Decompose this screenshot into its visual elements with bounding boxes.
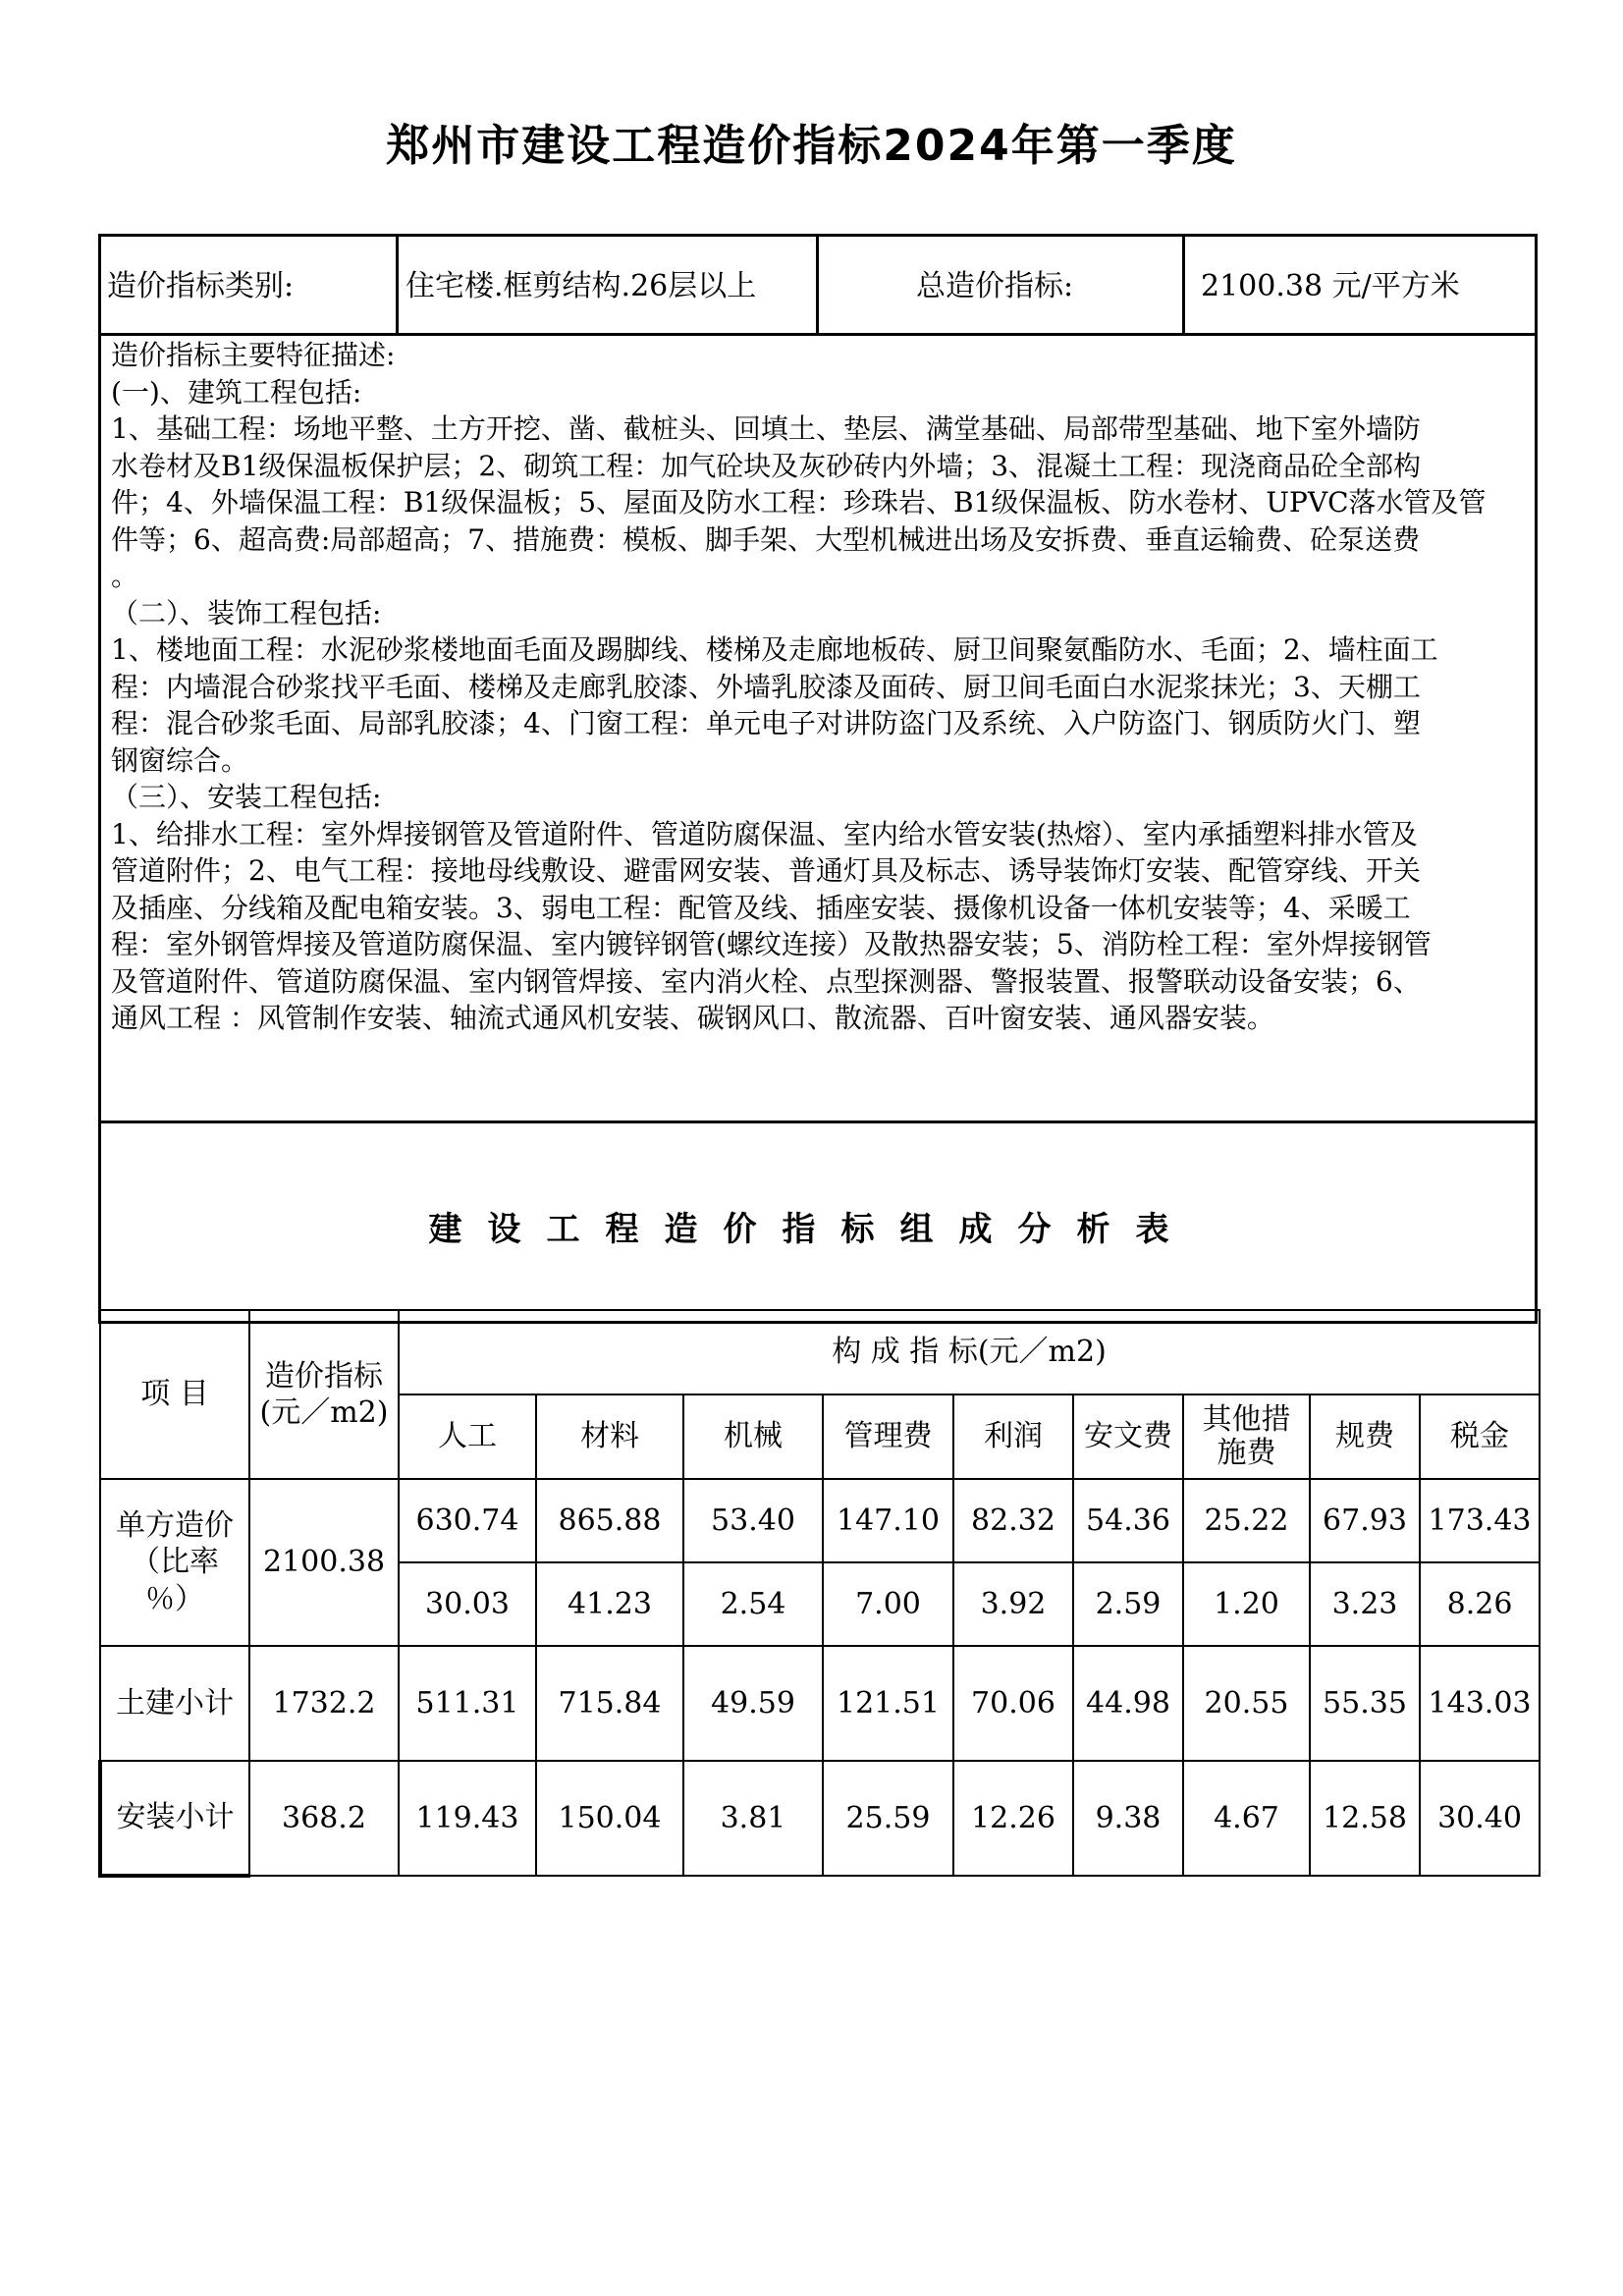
page-title: 郑州市建设工程造价指标2024年第一季度 [386, 121, 1237, 171]
row-civil-total: 1732.2 [249, 1646, 399, 1761]
cell: 630.74 [399, 1479, 536, 1562]
feature-description [111, 337, 1535, 1037]
header-index [249, 1310, 399, 1479]
total-label: 总造价指标: [916, 269, 1074, 303]
cell: 25.22 [1183, 1479, 1310, 1562]
cell: 3.23 [1310, 1562, 1420, 1646]
desc-line: 。 [111, 560, 139, 592]
cell: 70.06 [953, 1646, 1073, 1761]
row-label-line: 单方造价 [116, 1507, 234, 1543]
divider [396, 237, 399, 333]
total-value: 2100.38 元/平方米 [1201, 269, 1460, 303]
cell: 49.59 [683, 1646, 823, 1761]
desc-line: 及管道附件、管道防腐保温、室内钢管焊接、室内消火栓、点型探测器、警报装置、报警联动设备安装；6、 [111, 964, 1421, 998]
row-label-line: ％） [145, 1581, 204, 1616]
analysis-table-title: 建设工程造价指标组成分析表 [428, 1210, 1195, 1249]
header-index-line: 造价指标 [265, 1358, 383, 1394]
desc-line: 程：内墙混合砂浆找平毛面、楼梯及走廊乳胶漆、外墙乳胶漆及面砖、厨卫间毛面白水泥浆抹光；3、天棚工 [111, 670, 1421, 703]
header-labor: 人工 [399, 1394, 536, 1479]
cell: 7.00 [823, 1562, 953, 1646]
desc-line: 及插座、分线箱及配电箱安装。3、弱电工程：配管及线、插座安装、摄像机设备一体机安装等；4、采暖工 [111, 891, 1411, 924]
cell: 12.26 [953, 1761, 1073, 1876]
row-civil-label: 土建小计 [100, 1646, 249, 1761]
index-frame [98, 234, 1538, 1324]
desc-line: (一)、建筑工程包括: [111, 375, 362, 409]
desc-line: 程：室外钢管焊接及管道防腐保温、室内镀锌钢管(螺纹连接）及散热器安装；5、消防栓工程：室外焊接钢管 [111, 928, 1432, 960]
cell: 55.35 [1310, 1646, 1420, 1761]
cell: 25.59 [823, 1761, 953, 1876]
desc-line: 1、基础工程：场地平整、土方开挖、凿、截桩头、回填土、垫层、满堂基础、局部带型基础、地下室外墙防 [111, 412, 1421, 445]
header-fee: 规费 [1310, 1394, 1420, 1479]
cell: 82.32 [953, 1479, 1073, 1562]
cell: 173.43 [1420, 1479, 1540, 1562]
cell: 2.54 [683, 1562, 823, 1646]
cell: 54.36 [1073, 1479, 1183, 1562]
desc-line: 件；4、外墙保温工程：B1级保温板；5、屋面及防水工程：珍珠岩、B1级保温板、防水卷材、UPVC落水管及管 [111, 486, 1487, 519]
cell: 44.98 [1073, 1646, 1183, 1761]
category-label: 造价指标类别: [107, 269, 295, 303]
cell: 41.23 [536, 1562, 683, 1646]
row-install-label: 安装小计 [100, 1761, 249, 1876]
cell: 143.03 [1420, 1646, 1540, 1761]
desc-line: 钢窗综合。 [111, 743, 249, 777]
header-index-unit: (元／m2) [259, 1395, 389, 1430]
row-label-line: （比率 [131, 1545, 219, 1580]
cell: 865.88 [536, 1479, 683, 1562]
cell: 119.43 [399, 1761, 536, 1876]
desc-line: 通风工程 ：风管制作安装、轴流式通风机安装、碳钢风口、散流器、百叶窗安装、通风器安装。 [111, 1002, 1274, 1034]
row-unit-cost-total: 2100.38 [249, 1479, 399, 1646]
desc-line: 水卷材及B1级保温板保护层；2、砌筑工程：加气砼块及灰砂砖内外墙；3、混凝土工程：现浇商品砼全部构 [111, 449, 1422, 482]
cell: 30.40 [1420, 1761, 1540, 1876]
cell: 30.03 [399, 1562, 536, 1646]
desc-line: （二）、装饰工程包括: [111, 596, 382, 629]
cell: 20.55 [1183, 1646, 1310, 1761]
cell: 511.31 [399, 1646, 536, 1761]
header-other: 其他措施费 [1183, 1394, 1310, 1479]
desc-line: （三）、安装工程包括: [111, 781, 382, 813]
cell: 67.93 [1310, 1479, 1420, 1562]
header-tax: 税金 [1420, 1394, 1540, 1479]
cell: 3.92 [953, 1562, 1073, 1646]
header-machine: 机械 [683, 1394, 823, 1479]
desc-line: 件等；6、超高费:局部超高；7、措施费：模板、脚手架、大型机械进出场及安拆费、垂直运输费、砼泵送费 [111, 522, 1421, 556]
cell: 121.51 [823, 1646, 953, 1761]
cell: 715.84 [536, 1646, 683, 1761]
header-management: 管理费 [823, 1394, 953, 1479]
header-item: 项 目 [100, 1310, 249, 1479]
divider [816, 237, 819, 333]
cell: 3.81 [683, 1761, 823, 1876]
cell: 9.38 [1073, 1761, 1183, 1876]
cell: 147.10 [823, 1479, 953, 1562]
header-material: 材料 [536, 1394, 683, 1479]
cell: 1.20 [1183, 1562, 1310, 1646]
header-safety: 安文费 [1073, 1394, 1183, 1479]
divider [101, 1121, 1535, 1123]
row-unit-cost-label [100, 1479, 249, 1646]
desc-line: 1、楼地面工程：水泥砂浆楼地面毛面及踢脚线、楼梯及走廊地板砖、厨卫间聚氨酯防水、毛面；2、墙柱面工 [111, 633, 1438, 666]
cell: 53.40 [683, 1479, 823, 1562]
cell: 150.04 [536, 1761, 683, 1876]
header-profit: 利润 [953, 1394, 1073, 1479]
divider [1182, 237, 1185, 333]
divider [101, 333, 1535, 336]
cell: 8.26 [1420, 1562, 1540, 1646]
desc-line: 1、给排水工程：室外焊接钢管及管道附件、管道防腐保温、室内给水管安装(热熔）、室内承插塑料排水管及 [111, 817, 1418, 850]
cost-analysis-table [98, 1309, 1541, 1878]
category-value: 住宅楼.框剪结构.26层以上 [406, 269, 757, 303]
header-group: 构 成 指 标(元／m2) [399, 1310, 1540, 1394]
desc-line: 造价指标主要特征描述: [111, 339, 396, 371]
desc-line: 程：混合砂浆毛面、局部乳胶漆；4、门窗工程：单元电子对讲防盗门及系统、入户防盗门、钢质防火门、塑 [111, 707, 1421, 739]
cell: 2.59 [1073, 1562, 1183, 1646]
cell: 12.58 [1310, 1761, 1420, 1876]
row-install-total: 368.2 [249, 1761, 399, 1876]
cell: 4.67 [1183, 1761, 1310, 1876]
desc-line: 管道附件；2、电气工程：接地母线敷设、避雷网安装、普通灯具及标志、诱导装饰灯安装、配管穿线、开关 [111, 854, 1421, 887]
